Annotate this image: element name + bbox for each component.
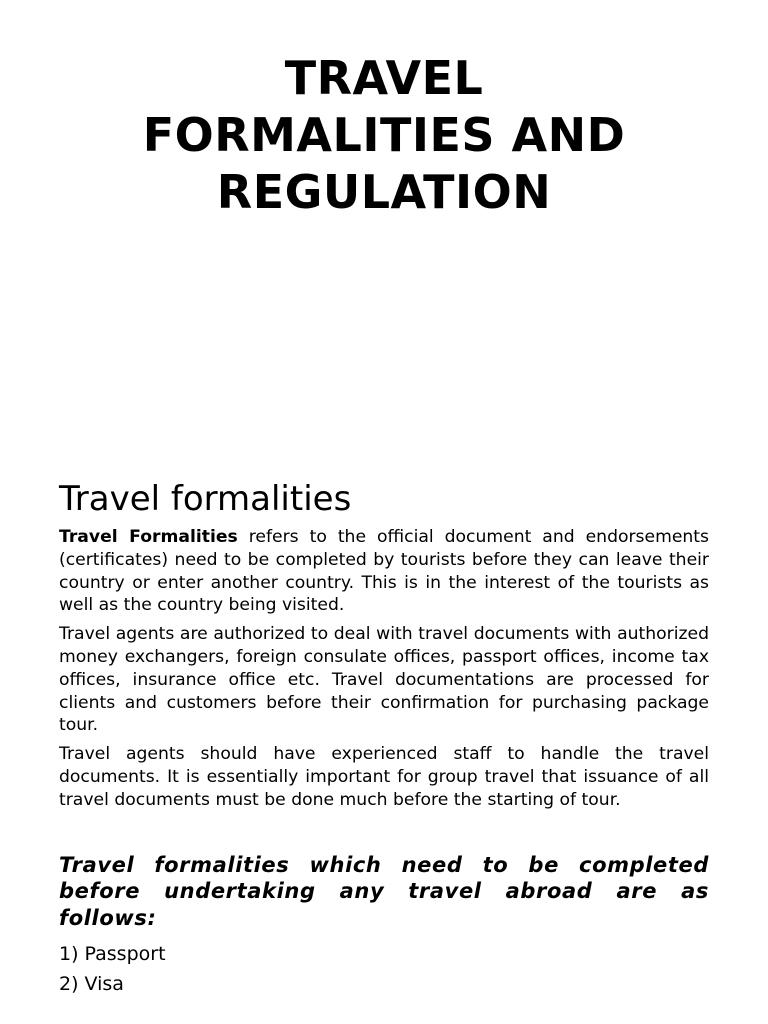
paragraph-1-bold-lead: Travel Formalities [59, 527, 238, 547]
title-block [0, 50, 768, 221]
title-line-1: TRAVEL [284, 51, 484, 105]
list-item: 1) Passport [59, 943, 166, 966]
list-item: 2) Visa [59, 973, 124, 996]
section-heading: Travel formalities [59, 479, 352, 519]
formalities-list [59, 939, 709, 999]
paragraph-2: Travel agents are authorized to deal with travel documents with authorized money exchangers, foreign consulate offices, passport offices, income tax offices, insurance office etc. Travel documentations are processed for clients and customers before their confirmation for purchasing package tour. [59, 624, 709, 736]
content-section [59, 478, 709, 999]
title-line-3: REGULATION [216, 165, 552, 219]
paragraph-3: Travel agents should have experienced staff to handle the travel documents. It is essentially important for group travel that issuance of all travel documents must be done much before the starting of tour. [59, 744, 709, 810]
paragraph-1 [59, 526, 709, 617]
paragraph-1-text: refers to the official document and endorsements (certificates) need to be completed by tourists before they can leave their country or enter another country. This is in the interest of the tourists as well as the country being visited. [59, 527, 709, 616]
formalities-subheading: Travel formalities which need to be completed before undertaking any travel abroad are as follows: [59, 852, 709, 930]
title-line-2: FORMALITIES AND [142, 108, 626, 162]
